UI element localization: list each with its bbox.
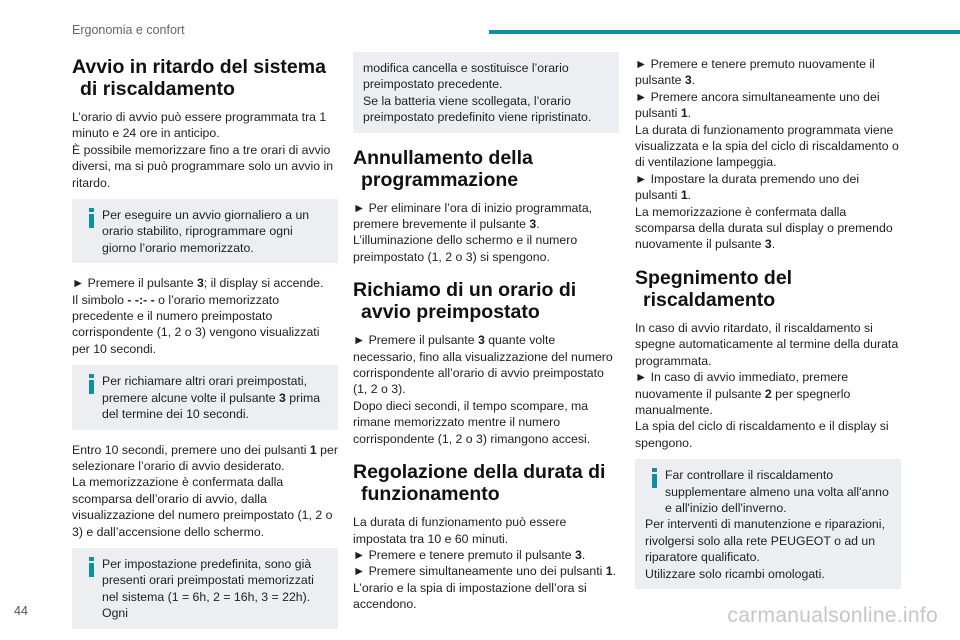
paragraph: ► Per eliminare l’ora di inizio programmata, premere brevemente il pulsante 3. L’illuminazione dello schermo e il numero preimpostato (1, 2 o 3) si spengono. [353, 200, 593, 264]
column-1 [72, 56, 338, 629]
page-number: 44 [14, 604, 28, 618]
heading-spegnimento: Spegnimento del riscaldamento [635, 266, 793, 311]
column-2 [353, 56, 619, 621]
heading-regolazione: Regolazione della durata di funzionamento [353, 461, 606, 506]
section-label: Ergonomia e confort [72, 23, 185, 37]
info-note-continued: modifica cancella e sostituisce l’orario preimpostato precedente. Se la batteria viene scollegata, l’orario preimpostato predefinito viene ripristinato. [353, 52, 619, 133]
paragraph: ► Premere e tenere premuto nuovamente il pulsante 3. ► Premere ancora simultaneamente uno dei pulsanti 1. La durata di funzionamento programmata viene visualizzata e la spia del ciclo di riscaldamento o di ventilazione lampeggia. ► Impostare la durata premendo uno dei pulsanti 1. La memorizzazione è confermata dalla scomparsa della durata sul display o premendo nuovamente il pulsante 3. [635, 57, 899, 252]
paragraph: In caso di avvio ritardato, il riscaldamento si spegne automaticamente al termine della durata programmata. ► In caso di avvio immediato, premere nuovamente il pulsante 2 per spegnerlo manualmente. La spia del ciclo di riscaldamento e il display si spengono. [635, 320, 899, 450]
info-note [72, 365, 338, 429]
column-3 [635, 56, 901, 601]
paragraph: L’orario di avvio può essere programmata tra 1 minuto e 24 ore in anticipo. È possibile memorizzare fino a tre orari di avvio diversi, ma si può programmare solo un avvio in ritardo. [72, 110, 334, 190]
info-note [72, 548, 338, 629]
info-icon [89, 374, 94, 395]
note-text: Per richiamare altri orari preimpostati, premere alcune volte il pulsante 3 prima del termine dei 10 secondi. [102, 374, 321, 422]
note-text: Per interventi di manutenzione e riparazioni, rivolgersi solo alla rete PEUGEOT o ad un riparatore qualificato. [645, 517, 885, 565]
heading-richiamo: Richiamo di un orario di avvio preimpostato [353, 279, 577, 324]
paragraph: La durata di funzionamento può essere impostata tra 10 e 60 minuti. ► Premere e tenere premuto il pulsante 3. ► Premere simultaneamente uno dei pulsanti 1. L’orario e la spia di impostazione dell’ora si accendono. [353, 515, 617, 612]
paragraph: ► Premere il pulsante 3; il display si accende. Il simbolo - -:- - o l’orario memorizzato precedente e il numero preimpostato corrispondente (1, 2 o 3) vengono visualizzati per 10 secondi. [72, 276, 324, 356]
note-text: Per eseguire un avvio giornaliero a un orario stabilito, riprogrammare ogni giorno l’orario memorizzato. [102, 208, 310, 255]
info-icon [89, 557, 94, 578]
note-text: Per impostazione predefinita, sono già presenti orari preimpostati memorizzati nel sistema (1 = 6h, 2 = 16h, 3 = 22h). Ogni [102, 556, 314, 621]
note-text: Far controllare il riscaldamento supplementare almeno una volta all'anno e all'inizio dell'inverno. [665, 468, 889, 515]
info-icon [652, 468, 657, 489]
info-note [635, 459, 901, 589]
paragraph: ► Premere il pulsante 3 quante volte necessario, fino alla visualizzazione del numero corrispondente all’orario di avvio preimpostato (1, 2 o 3). Dopo dieci secondi, il tempo scompare, ma rimane memorizzato mentre il numero corrispondente (1, 2 o 3) rimangono accesi. [353, 333, 613, 446]
heading-avvio-ritardo: Avvio in ritardo del sistema di riscaldamento [72, 56, 326, 100]
header-accent-bar [489, 30, 960, 34]
heading-annullamento: Annullamento della programmazione [353, 146, 533, 191]
info-note [72, 199, 338, 263]
watermark: carmanualsonline.info [727, 604, 938, 627]
note-text: Utilizzare solo ricambi omologati. [645, 566, 825, 581]
info-icon [89, 208, 94, 229]
paragraph: Entro 10 secondi, premere uno dei pulsanti 1 per selezionare l’orario di avvio desiderato. La memorizzazione è confermata dalla scomparsa dell’orario di avvio, dalla visualizzazione del numero preimpostato (1, 2 o 3) e dall’accensione dello schermo. [72, 442, 338, 539]
